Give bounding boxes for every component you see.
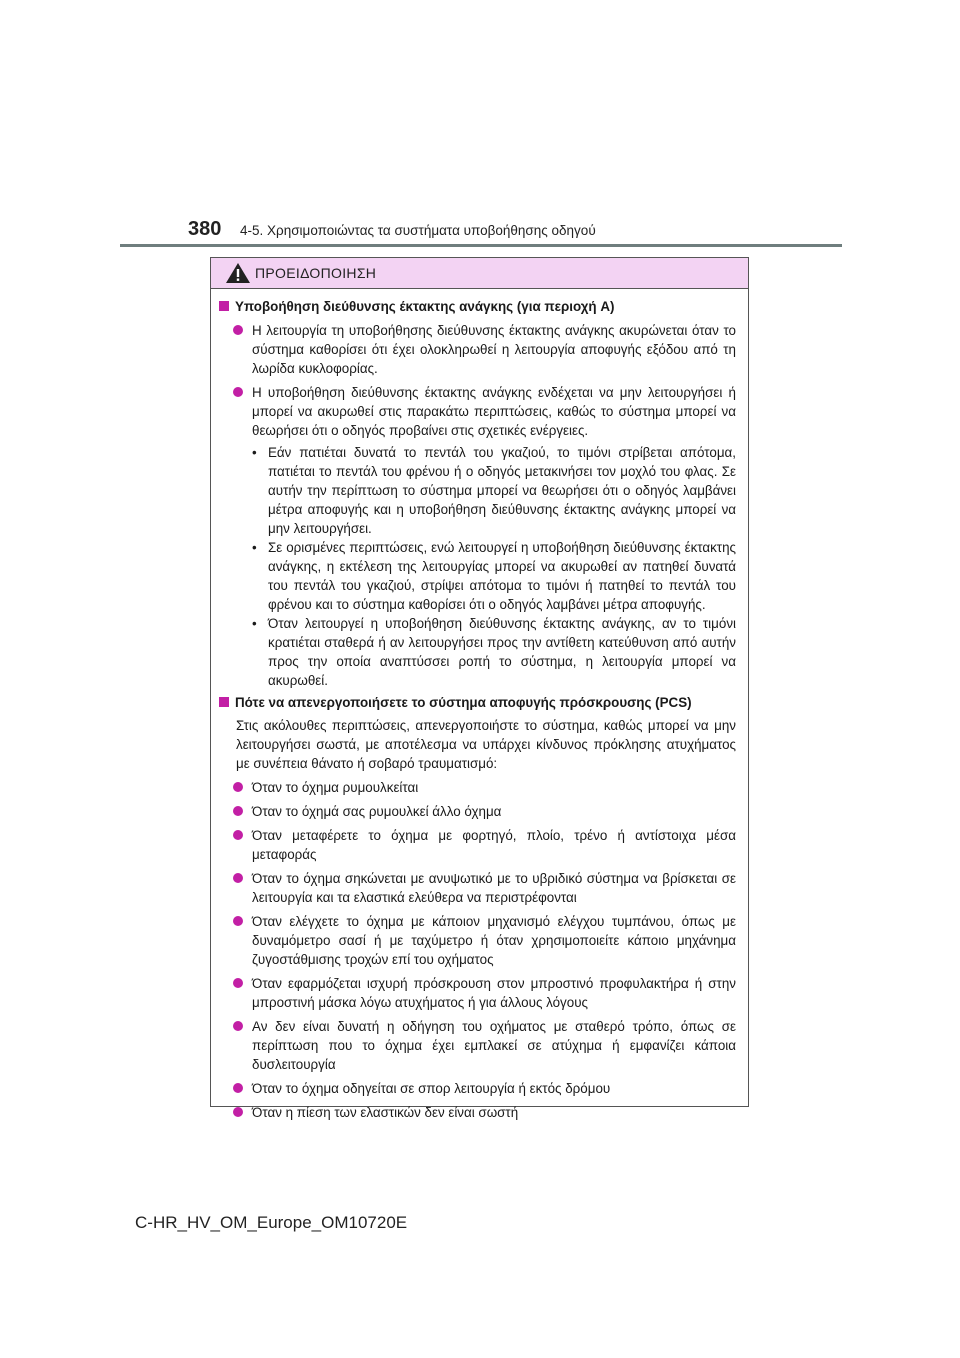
header-rule: [120, 244, 842, 247]
page-number: 380: [188, 218, 222, 240]
section-heading-emergency-steering: [219, 297, 740, 316]
sub-list-item-text: Σε ορισμένες περιπτώσεις, ενώ λειτουργεί η υποβοήθηση διεύθυνσης έκτακτης ανάγκης, η εκτέλεση της λειτουργίας μπορεί να ακυρωθεί αν πατηθεί δυνατά του πεντάλ του γκαζιού, στρίψει απότομα το τιμόνι ή πατηθεί το πεντάλ του φρένου και το σύστημα καθορίσει ότι ο οδηγός λαμβάνει μέτρα αποφυγής.: [268, 540, 736, 612]
warning-title: ΠΡΟΕΙΔΟΠΟΙΗΣΗ: [255, 265, 377, 281]
warning-body: [211, 289, 748, 1122]
list-item: [219, 321, 740, 378]
dot-bullet-icon: [233, 782, 243, 792]
dot-bullet-icon: [233, 1021, 243, 1031]
list-item-text: Αν δεν είναι δυνατή η οδήγηση του οχήματος με σταθερό τρόπο, όπως σε περίπτωση που το όχημα έχει εμπλακεί σε ατύχημα ή εμφανίζει κάποια δυσλειτουργία: [252, 1019, 736, 1072]
list-item: [219, 1103, 740, 1122]
list-item-text: Όταν το όχημα σηκώνεται με ανυψωτικό με το υβριδικό σύστημα να βρίσκεται σε λειτουργία και τα ελαστικά ελεύθερα να περιστρέφονται: [252, 871, 736, 905]
section-intro: Στις ακόλουθες περιπτώσεις, απενεργοποιήστε το σύστημα, καθώς μπορεί να μην λειτουργήσει σωστά, με αποτέλεσμα να υπάρχει κίνδυνος πρόκλησης ατυχήματος με συνέπεια θάνατο ή σοβαρό τραυματισμό:: [236, 718, 736, 771]
dot-bullet-icon: [233, 1107, 243, 1117]
dot-bullet-icon: [233, 873, 243, 883]
list-item-text: Όταν το όχημά σας ρυμουλκεί άλλο όχημα: [252, 804, 502, 819]
list-item: [219, 778, 740, 797]
list-item: [219, 826, 740, 864]
sub-list-item: [252, 443, 740, 538]
dot-bullet-icon: [233, 916, 243, 926]
warning-triangle-icon: [225, 262, 251, 284]
list-item: [219, 1017, 740, 1074]
document-code: C-HR_HV_OM_Europe_OM10720E: [135, 1213, 408, 1232]
list-item: [219, 912, 740, 969]
warning-box: [210, 257, 749, 1120]
sub-list-item: [252, 614, 740, 690]
list-item: [219, 802, 740, 821]
list-item: [219, 1079, 740, 1098]
list-item-text: Όταν το όχημα οδηγείται σε σπορ λειτουργία ή εκτός δρόμου: [252, 1081, 611, 1096]
warning-header: [211, 258, 748, 289]
dot-bullet-icon: [233, 387, 243, 397]
sub-list-item: [252, 538, 740, 614]
square-bullet-icon: [219, 301, 229, 311]
section-title: 4-5. Χρησιμοποιώντας τα συστήματα υποβοήθησης οδηγού: [240, 223, 596, 238]
list-item: [219, 869, 740, 907]
sub-list-item-text: Όταν λειτουργεί η υποβοήθηση διεύθυνσης έκτακτης ανάγκης, αν το τιμόνι κρατιέται σταθερά ή αν λειτουργήσει προς την αντίθετη κατεύθυνση από αυτήν προς την οποία αναπτύσσει ροπή το σύστημα, η λειτουργία μπορεί να ακυρωθεί.: [268, 616, 736, 688]
section-heading-text: Υποβοήθηση διεύθυνσης έκτακτης ανάγκης (για περιοχή A): [235, 299, 615, 314]
sub-bullet: •: [252, 540, 257, 555]
list-item-text: Όταν το όχημα ρυμουλκείται: [252, 780, 419, 795]
sub-list-item-text: Εάν πατιέται δυνατά το πεντάλ του γκαζιού, το τιμόνι στρίβεται απότομα, πατιέται το πεντάλ του φρένου ή ο οδηγός μετακινήσει τον μοχλό του φλας. Σε αυτήν την περίπτωση το σύστημα μπορεί να θεωρήσει ότι ο οδηγός λαμβάνει μέτρα αποφυγής και η υποβοήθηση διεύθυνσης έκτακτης ανάγκης μπορεί να μην λειτουργήσει.: [268, 445, 736, 536]
dot-bullet-icon: [233, 830, 243, 840]
dot-bullet-icon: [233, 806, 243, 816]
list-item-text: Όταν ελέγχετε το όχημα με κάποιον μηχανισμό ελέγχου τυμπάνου, όπως με δυναμόμετρο σασί ή με ταχύμετρο ή όταν χρησιμοποιείτε κάποιο μηχάνημα ζυγοστάθμισης τροχών επί του οχήματος: [252, 914, 736, 967]
square-bullet-icon: [219, 697, 229, 707]
sub-bullet: •: [252, 445, 257, 460]
list-item-text: Όταν εφαρμόζεται ισχυρή πρόσκρουση στον μπροστινό προφυλακτήρα ή στην μπροστινή μάσκα λόγω ατυχήματος ή για άλλους λόγους: [252, 976, 736, 1010]
list-item-text: Όταν μεταφέρετε το όχημα με φορτηγό, πλοίο, τρένο ή αντίστοιχα μέσα μεταφοράς: [252, 828, 736, 862]
section-heading-text: Πότε να απενεργοποιήσετε το σύστημα αποφυγής πρόσκρουσης (PCS): [235, 695, 692, 710]
dot-bullet-icon: [233, 325, 243, 335]
dot-bullet-icon: [233, 978, 243, 988]
list-item-text: Η λειτουργία τη υποβοήθησης διεύθυνσης έκτακτης ανάγκης ακυρώνεται όταν το σύστημα καθορίσει ότι έχει ολοκληρωθεί η λειτουργία αποφυγής εξόδου από τη λωρίδα κυκλοφορίας.: [252, 323, 736, 376]
list-item: [219, 974, 740, 1012]
list-item: [219, 383, 740, 440]
sub-bullet: •: [252, 616, 257, 631]
section-heading-pcs-off: [219, 693, 740, 712]
list-item-text: Όταν η πίεση των ελαστικών δεν είναι σωστή: [252, 1105, 519, 1120]
dot-bullet-icon: [233, 1083, 243, 1093]
list-item-text: Η υποβοήθηση διεύθυνσης έκτακτης ανάγκης ενδέχεται να μην λειτουργήσει ή μπορεί να ακυρωθεί στις παρακάτω περιπτώσεις, καθώς το σύστημα μπορεί να θεωρήσει ότι ο οδηγός προβαίνει στις σχετικές ενέργειες.: [252, 385, 736, 438]
